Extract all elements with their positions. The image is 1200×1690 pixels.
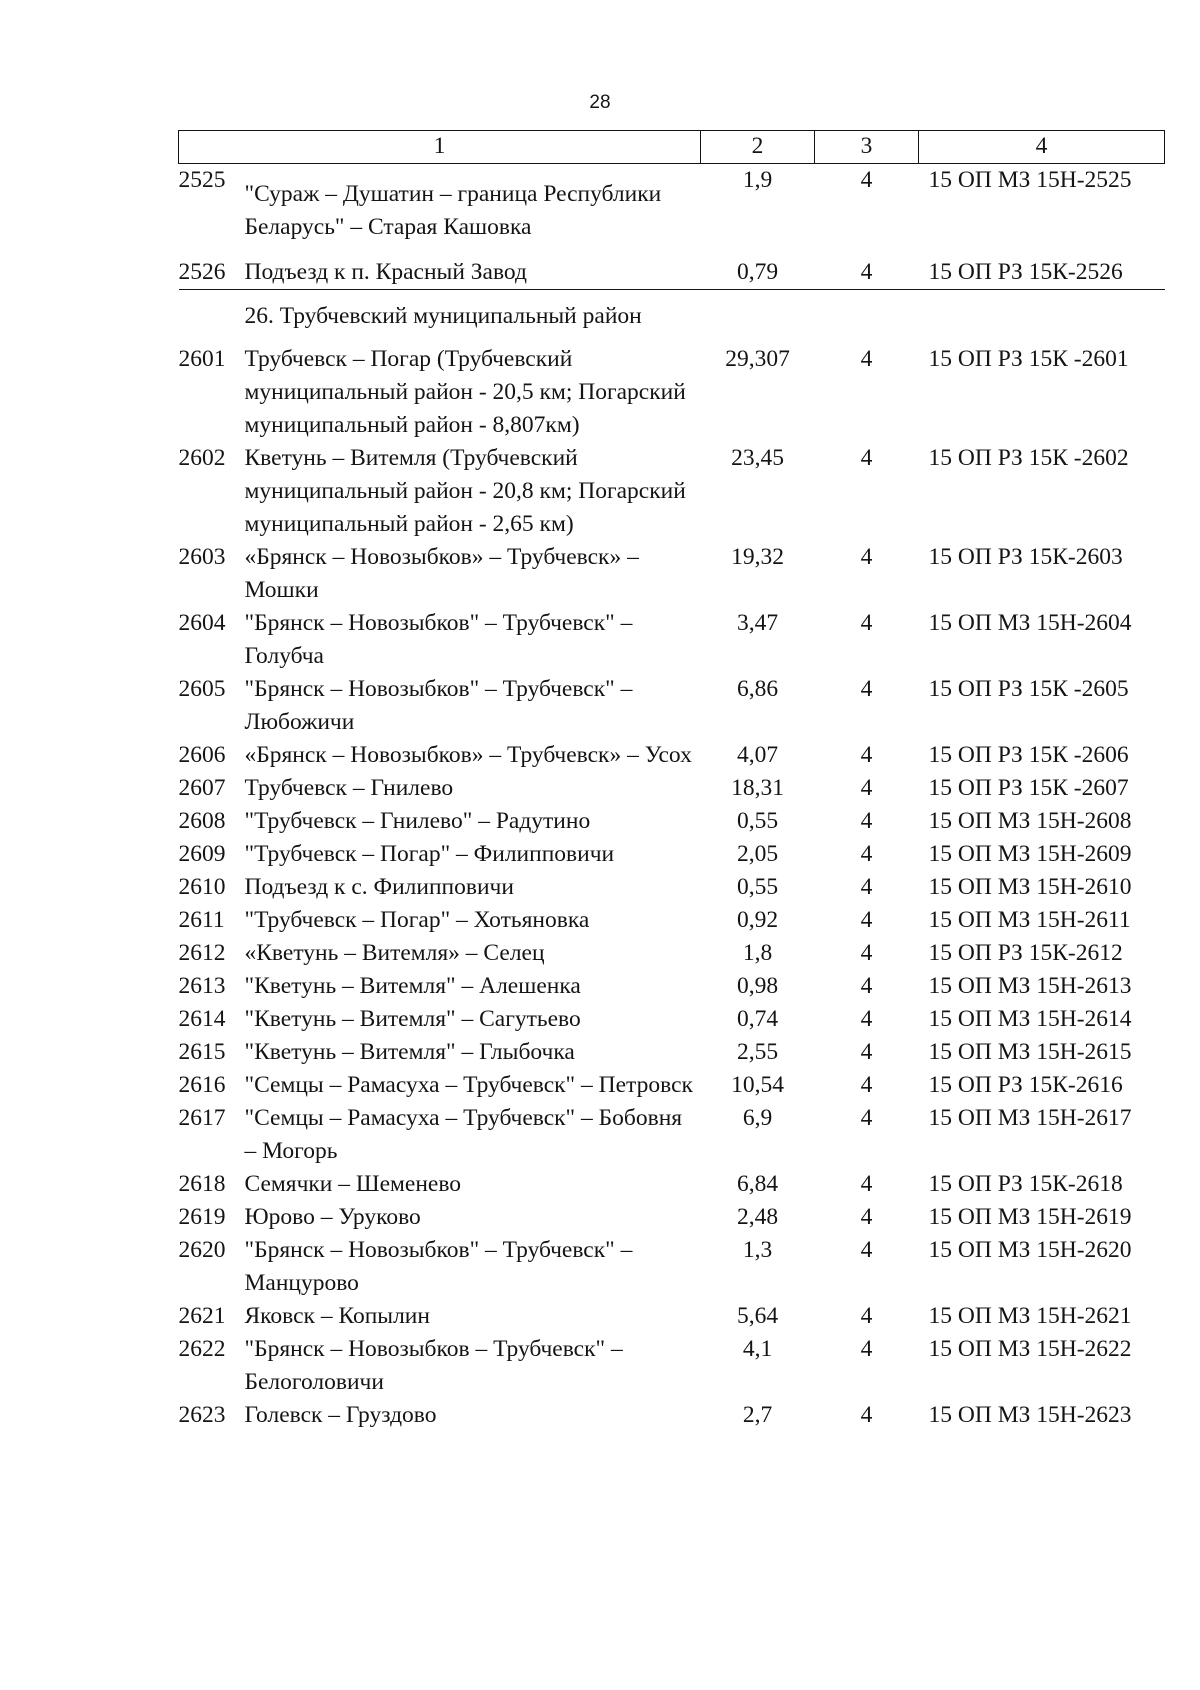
road-length: 0,92 [736, 907, 779, 933]
row-number: 2609 [178, 841, 226, 867]
table-row [179, 1399, 1165, 1432]
row-number: 2623 [178, 1402, 226, 1428]
row-number: 2602 [178, 445, 226, 471]
road-category: 4 [860, 841, 873, 867]
table-row [179, 1333, 1165, 1399]
table-row [179, 1102, 1165, 1168]
road-category: 4 [860, 940, 873, 966]
row-number: 2615 [178, 1039, 226, 1065]
road-length: 2,48 [736, 1204, 779, 1230]
road-id: 15 ОП МЗ 15Н-2621 [928, 1303, 1132, 1329]
row-number: 2605 [178, 676, 226, 702]
road-id: 15 ОП МЗ 15Н-2622 [928, 1336, 1132, 1362]
row-number: 2611 [178, 907, 225, 933]
road-length: 10,54 [731, 1072, 784, 1098]
road-category: 4 [860, 676, 873, 702]
road-name: "Брянск – Новозыбков" – Трубчевск" – Голубча [244, 610, 633, 669]
road-id: 15 ОП РЗ 15К-2618 [928, 1171, 1123, 1197]
header-col-4: 4 [919, 131, 1165, 164]
road-length: 0,98 [736, 973, 779, 999]
road-category: 4 [815, 256, 919, 290]
road-category: 4 [860, 775, 873, 801]
table-row [179, 673, 1165, 739]
road-length: 1,3 [742, 1237, 773, 1263]
roads-table [178, 130, 1165, 1432]
table-body [179, 343, 1165, 1432]
road-name: Кветунь – Витемля (Трубчевский муниципальный район - 20,8 км; Погарский муниципальный район - 2,65 км) [244, 445, 686, 537]
road-category: 4 [860, 346, 873, 372]
table-row [179, 871, 1165, 904]
road-category: 4 [860, 445, 873, 471]
road-name: "Семцы – Рамасуха – Трубчевск" – Петровск [244, 1072, 693, 1098]
road-name: «Брянск – Новозыбков» – Трубчевск» – Мошки [244, 544, 639, 603]
road-id: 15 ОП РЗ 15К -2606 [928, 742, 1129, 768]
road-length: 3,47 [736, 610, 779, 636]
road-length: 18,31 [731, 775, 784, 801]
road-name: Трубчевск – Гнилево [244, 775, 454, 801]
table-row [179, 164, 1165, 257]
table-header-row [179, 131, 1165, 164]
road-length: 2,55 [736, 1039, 779, 1065]
road-length: 0,74 [736, 1006, 779, 1032]
table-row [179, 1168, 1165, 1201]
row-number: 2612 [178, 940, 226, 966]
road-category: 4 [860, 973, 873, 999]
road-name: "Трубчевск – Погар" – Филипповичи [244, 841, 615, 867]
road-name: "Брянск – Новозыбков" – Трубчевск" – Любожичи [244, 676, 633, 735]
row-number: 2604 [178, 610, 226, 636]
road-id: 15 ОП РЗ 15К -2605 [928, 676, 1129, 702]
road-name: "Кветунь – Витемля" – Сагутьево [244, 1006, 581, 1032]
row-number: 2601 [178, 346, 226, 372]
road-id: 15 ОП РЗ 15К-2616 [928, 1072, 1123, 1098]
table-row [179, 1003, 1165, 1036]
section-row [179, 290, 1165, 344]
road-id: 15 ОП МЗ 15Н-2623 [928, 1402, 1132, 1428]
road-name: «Брянск – Новозыбков» – Трубчевск» – Усох [244, 742, 692, 768]
section-title: 26. Трубчевский муниципальный район [244, 303, 642, 329]
road-category: 4 [860, 874, 873, 900]
road-id: 15 ОП МЗ 15Н-2525 [928, 167, 1132, 193]
road-name: "Кветунь – Витемля" – Алешенка [244, 973, 581, 999]
road-category: 4 [860, 742, 873, 768]
road-length: 2,7 [742, 1402, 773, 1428]
road-category: 4 [860, 544, 873, 570]
table-row [179, 805, 1165, 838]
row-number: 2607 [178, 775, 226, 801]
road-name: Семячки – Шеменево [244, 1171, 462, 1197]
road-length: 0,55 [736, 808, 779, 834]
row-number: 2526 [179, 256, 239, 290]
road-id: 15 ОП МЗ 15Н-2613 [928, 973, 1132, 999]
road-name: "Сураж – Душатин – граница Республики Беларусь" – Старая Кашовка [244, 181, 662, 240]
road-name: Подъезд к с. Филипповичи [244, 874, 514, 900]
table-row [179, 1234, 1165, 1300]
road-category: 4 [860, 1072, 873, 1098]
row-number: 2603 [178, 544, 226, 570]
road-id: 15 ОП МЗ 15Н-2614 [928, 1006, 1132, 1032]
table-row [179, 1069, 1165, 1102]
page-number: 28 [589, 92, 611, 113]
table-row [179, 739, 1165, 772]
table-row [179, 256, 1165, 290]
road-category: 4 [860, 1105, 873, 1131]
table-row [179, 607, 1165, 673]
road-length: 2,05 [736, 841, 779, 867]
row-number: 2622 [178, 1336, 226, 1362]
road-category: 4 [860, 1237, 873, 1263]
table-row [179, 937, 1165, 970]
road-id: 15 ОП МЗ 15Н-2604 [928, 610, 1132, 636]
road-name: "Трубчевск – Погар" – Хотьяновка [244, 907, 590, 933]
road-category: 4 [860, 610, 873, 636]
road-length: 0,79 [701, 256, 815, 290]
road-category: 4 [860, 1204, 873, 1230]
road-length: 6,86 [736, 676, 779, 702]
road-id: 15 ОП МЗ 15Н-2608 [928, 808, 1132, 834]
road-id: 15 ОП МЗ 15Н-2619 [928, 1204, 1132, 1230]
table-row [179, 1300, 1165, 1333]
road-category: 4 [860, 808, 873, 834]
table-row [179, 1201, 1165, 1234]
road-id: 15 ОП МЗ 15Н-2610 [928, 874, 1132, 900]
road-length: 23,45 [731, 445, 784, 471]
road-category: 4 [860, 1039, 873, 1065]
table-row [179, 904, 1165, 937]
road-name: "Брянск – Новозыбков" – Трубчевск" – Манцурово [244, 1237, 633, 1296]
road-category: 4 [860, 167, 873, 193]
road-id: 15 ОП МЗ 15Н-2615 [928, 1039, 1132, 1065]
row-number: 2616 [178, 1072, 226, 1098]
road-id: 15 ОП МЗ 15Н-2609 [928, 841, 1132, 867]
row-number: 2608 [178, 808, 226, 834]
road-length: 4,1 [742, 1336, 773, 1362]
road-length: 19,32 [731, 544, 784, 570]
road-name: "Семцы – Рамасуха – Трубчевск" – Бобовня – Могорь [244, 1105, 683, 1164]
road-id: 15 ОП РЗ 15К -2607 [928, 775, 1129, 801]
road-id: 15 ОП РЗ 15К -2601 [928, 346, 1129, 372]
road-id: 15 ОП МЗ 15Н-2611 [928, 907, 1131, 933]
road-length: 0,55 [736, 874, 779, 900]
header-col-3: 3 [815, 131, 919, 164]
row-number: 2613 [178, 973, 226, 999]
table-row [179, 442, 1165, 541]
row-number: 2620 [178, 1237, 226, 1263]
row-number: 2606 [178, 742, 226, 768]
row-number: 2525 [178, 167, 226, 193]
row-number: 2614 [178, 1006, 226, 1032]
road-name: Юрово – Уруково [244, 1204, 421, 1230]
road-id: 15 ОП РЗ 15К-2612 [928, 940, 1123, 966]
road-category: 4 [860, 1171, 873, 1197]
road-length: 1,8 [742, 940, 773, 966]
table-row [179, 970, 1165, 1003]
road-name: "Трубчевск – Гнилево" – Радутино [244, 808, 591, 834]
road-name: "Брянск – Новозыбков – Трубчевск" – Белоголовичи [244, 1336, 623, 1395]
road-name: Трубчевск – Погар (Трубчевский муниципальный район - 20,5 км; Погарский муниципальный район - 8,807км) [244, 346, 686, 438]
road-id: 15 ОП МЗ 15Н-2620 [928, 1237, 1132, 1263]
road-name: Голевск – Груздово [244, 1402, 437, 1428]
road-length: 6,84 [736, 1171, 779, 1197]
road-category: 4 [860, 1303, 873, 1329]
road-length: 4,07 [736, 742, 779, 768]
road-name: «Кветунь – Витемля» – Селец [244, 940, 545, 966]
road-name: Подъезд к п. Красный Завод [239, 256, 701, 290]
road-category: 4 [860, 1402, 873, 1428]
road-id: 15 ОП МЗ 15Н-2617 [928, 1105, 1132, 1131]
row-number: 2618 [178, 1171, 226, 1197]
header-col-1: 1 [179, 131, 701, 164]
table-row [179, 541, 1165, 607]
table-row [179, 838, 1165, 871]
road-category: 4 [860, 1006, 873, 1032]
road-length: 5,64 [736, 1303, 779, 1329]
road-length: 1,9 [742, 167, 773, 193]
row-number: 2621 [178, 1303, 226, 1329]
road-category: 4 [860, 1336, 873, 1362]
road-id: 15 ОП РЗ 15К-2603 [928, 544, 1123, 570]
road-length: 6,9 [742, 1105, 773, 1131]
road-id: 15 ОП РЗ 15К -2602 [928, 445, 1129, 471]
table-row [179, 1036, 1165, 1069]
table-row [179, 343, 1165, 442]
row-number: 2610 [178, 874, 226, 900]
row-number: 2617 [178, 1105, 226, 1131]
table-row [179, 772, 1165, 805]
row-number: 2619 [178, 1204, 226, 1230]
road-name: "Кветунь – Витемля" – Глыбочка [244, 1039, 575, 1065]
road-id: 15 ОП РЗ 15К-2526 [919, 256, 1165, 290]
header-col-2: 2 [701, 131, 815, 164]
road-category: 4 [860, 907, 873, 933]
road-length: 29,307 [725, 346, 790, 372]
road-name: Яковск – Копылин [244, 1303, 430, 1329]
